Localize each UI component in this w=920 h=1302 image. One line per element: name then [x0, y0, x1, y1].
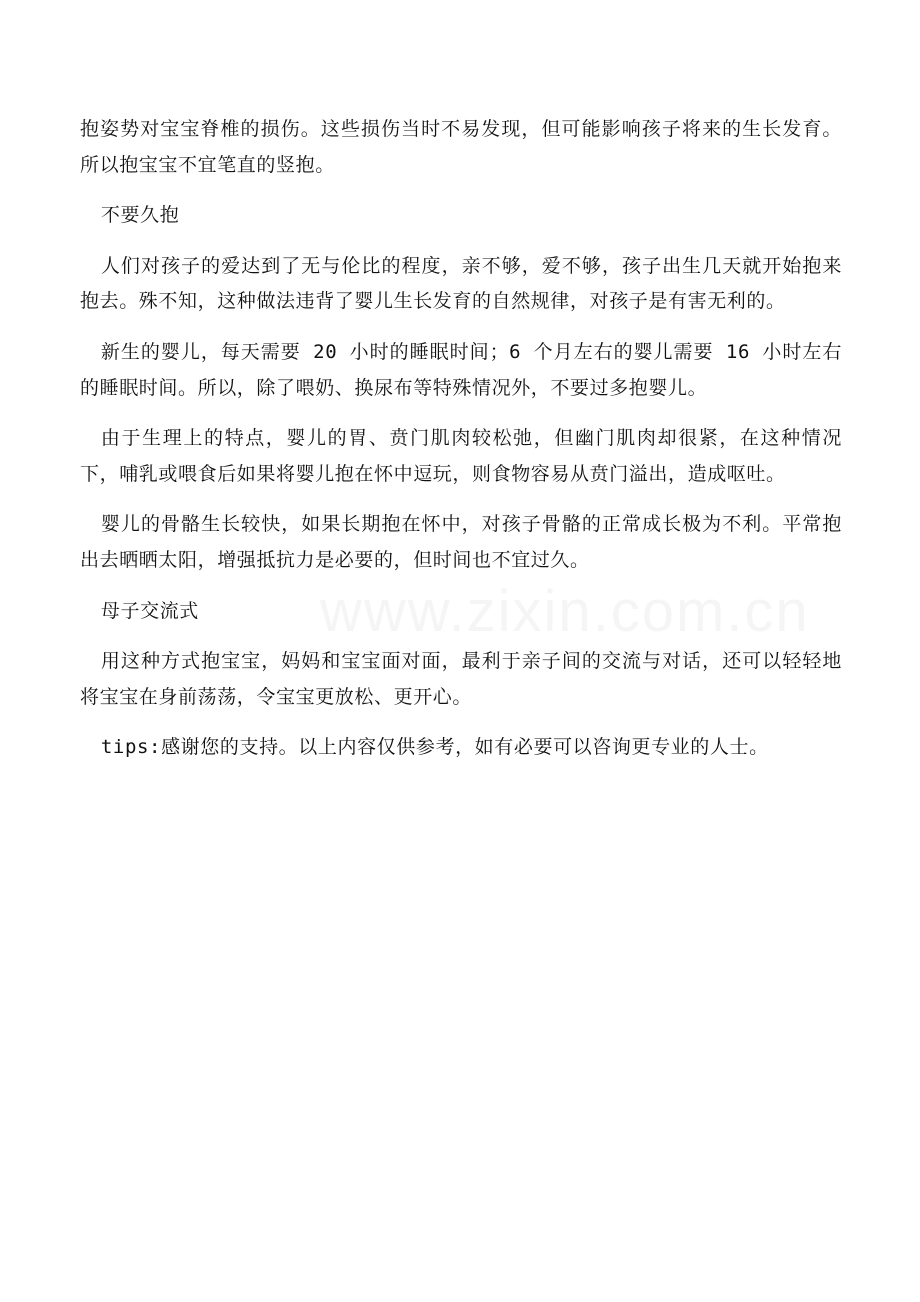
paragraph-continued: 抱姿势对宝宝脊椎的损伤。这些损伤当时不易发现，但可能影响孩子将来的生长发育。所以抱宝宝不宜笔直的竖抱。 [80, 118, 842, 176]
document-body [80, 112, 842, 781]
tips-note: tips:感谢您的支持。以上内容仅供参考，如有必要可以咨询更专业的人士。 [100, 736, 769, 759]
paragraph: 用这种方式抱宝宝，妈妈和宝宝面对面，最利于亲子间的交流与对话，还可以轻轻地将宝宝在身前荡荡，令宝宝更放松、更开心。 [80, 650, 842, 708]
paragraph: 人们对孩子的爱达到了无与伦比的程度，亲不够，爱不够，孩子出生几天就开始抱来抱去。殊不知，这种做法违背了婴儿生长发育的自然规律，对孩子是有害无利的。 [80, 254, 842, 313]
paragraph: 新生的婴儿，每天需要 20 小时的睡眠时间；6 个月左右的婴儿需要 16 小时左右的睡眠时间。所以，除了喂奶、换尿布等特殊情况外，不要过多抱婴儿。 [80, 340, 842, 399]
paragraph: 由于生理上的特点，婴儿的胃、贲门肌肉较松弛，但幽门肌肉却很紧，在这种情况下，哺乳或喂食后如果将婴儿抱在怀中逗玩，则食物容易从贲门溢出，造成呕吐。 [80, 427, 842, 485]
watermark: www.zixin.com.cn [320, 579, 810, 644]
section-heading-no-long-holding: 不要久抱 [100, 204, 180, 227]
paragraph: 婴儿的骨骼生长较快，如果长期抱在怀中，对孩子骨骼的正常成长极为不利。平常抱出去晒晒太阳，增强抵抗力是必要的，但时间也不宜过久。 [80, 513, 842, 571]
section-heading-face-to-face: 母子交流式 [100, 599, 199, 622]
